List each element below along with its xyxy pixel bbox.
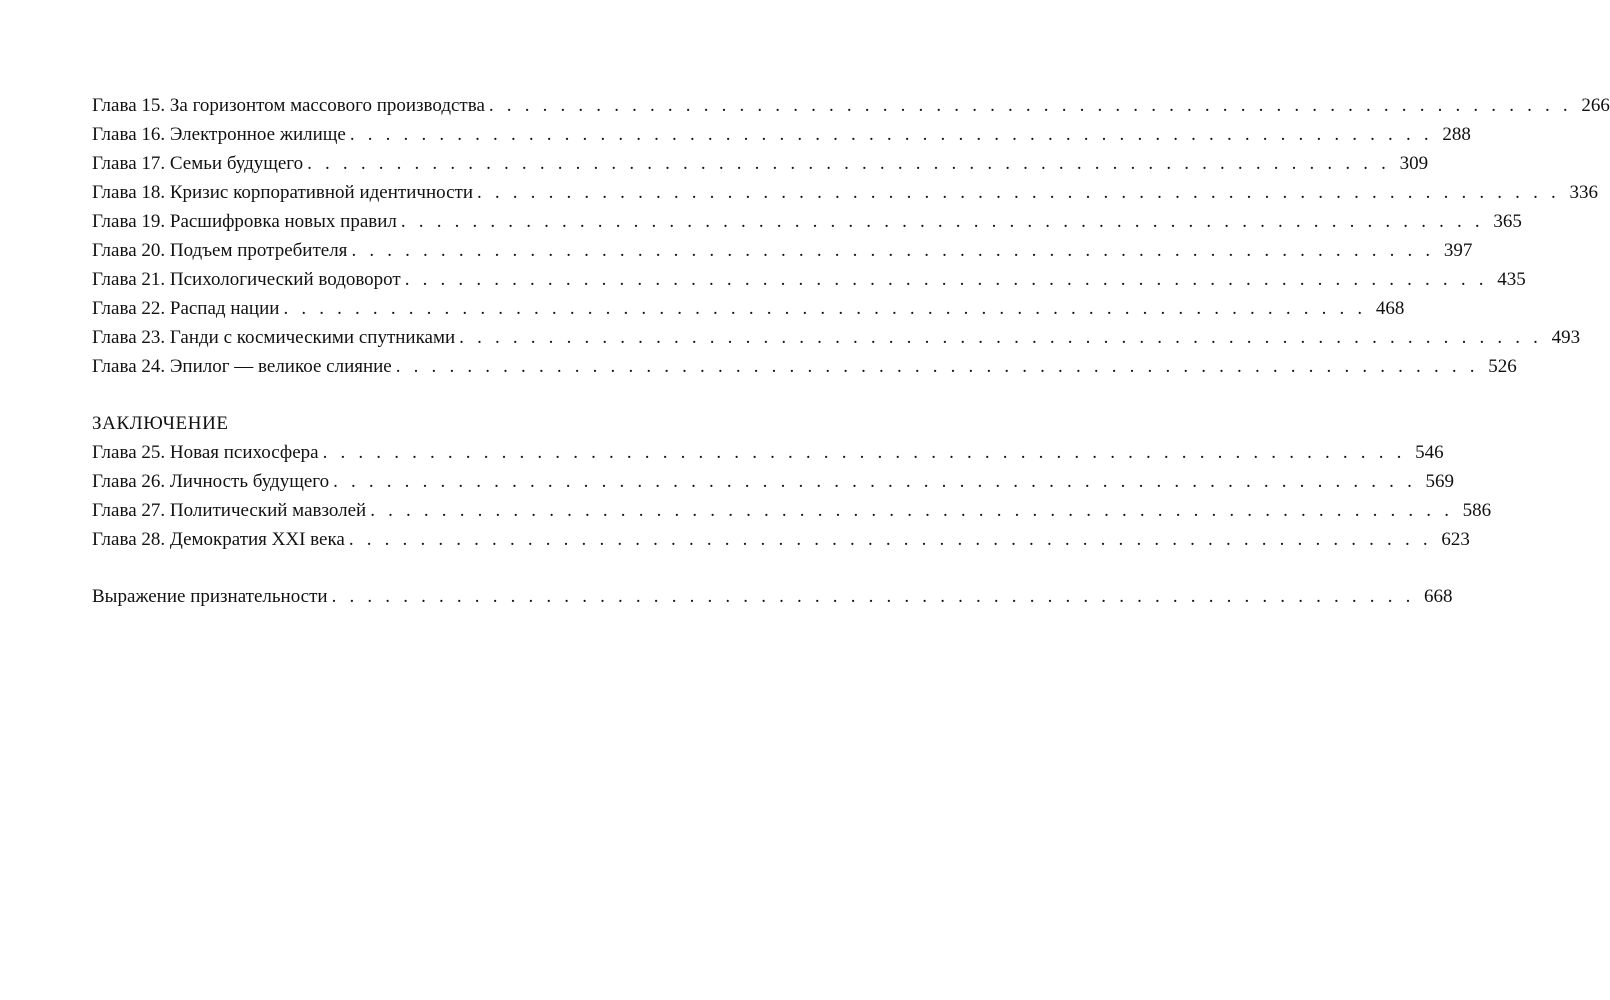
- toc-entry-title: Глава 15. За горизонтом массового производства: [92, 95, 485, 116]
- toc-group-1: [92, 91, 1610, 381]
- toc-entry-page: 288: [1442, 124, 1471, 145]
- toc-entry: [92, 149, 1429, 178]
- toc-entry-title: Глава 19. Расшифровка новых правил: [92, 211, 397, 232]
- toc-entry-page: 493: [1551, 327, 1581, 348]
- toc-entry-title: Глава 17. Семьи будущего: [92, 153, 304, 174]
- toc-leader-dots: . . . . . . . . . . . . . . . . . . . . . . . . . . . . . . . . . . . . . . . . . . . . . . . . . . . . . . . . . . . . .: [476, 182, 1560, 203]
- toc-entry-title: Глава 23. Ганди с космическими спутниками: [92, 327, 456, 348]
- toc-entry-title: Глава 20. Подъем протребителя: [92, 240, 348, 261]
- toc-entry: [92, 294, 1405, 323]
- toc-entry: [92, 178, 1598, 207]
- toc-leader-dots: . . . . . . . . . . . . . . . . . . . . . . . . . . . . . . . . . . . . . . . . . . . . . . . . . . . . . . . . . . . . .: [400, 211, 1484, 232]
- toc-entry: [92, 352, 1517, 381]
- toc-entry-page: 623: [1441, 529, 1470, 550]
- toc-leader-dots: . . . . . . . . . . . . . . . . . . . . . . . . . . . . . . . . . . . . . . . . . . . . . . . . . . . . . . . . . . . . .: [307, 153, 1391, 174]
- toc-entry-page: 526: [1488, 356, 1517, 377]
- toc-entry: [92, 323, 1581, 352]
- toc-leader-dots: . . . . . . . . . . . . . . . . . . . . . . . . . . . . . . . . . . . . . . . . . . . . . . . . . . . . . . . . . . . . .: [459, 327, 1543, 348]
- toc-entry-title: Глава 26. Личность будущего: [92, 471, 330, 492]
- toc-entry-page: 266: [1581, 95, 1610, 116]
- toc-entry-acknowledgements: [92, 582, 1453, 611]
- toc-entry-title: Выражение признательности: [92, 586, 328, 607]
- toc-leader-dots: . . . . . . . . . . . . . . . . . . . . . . . . . . . . . . . . . . . . . . . . . . . . . . . . . . . . . . . . . . . . .: [348, 529, 1432, 550]
- toc-leader-dots: . . . . . . . . . . . . . . . . . . . . . . . . . . . . . . . . . . . . . . . . . . . . . . . . . . . . . . . . . . . . .: [351, 240, 1435, 261]
- toc-entry-page: 569: [1425, 471, 1455, 492]
- toc-entry-title: Глава 27. Политический мавзолей: [92, 500, 367, 521]
- toc-entry: [92, 91, 1610, 120]
- toc-entry-title: Глава 18. Кризис корпоративной идентичности: [92, 182, 473, 203]
- section-heading-conclusion: ЗАКЛЮЧЕНИЕ: [92, 413, 229, 434]
- toc-leader-dots: . . . . . . . . . . . . . . . . . . . . . . . . . . . . . . . . . . . . . . . . . . . . . . . . . . . . . . . . . . . . .: [404, 269, 1488, 290]
- toc-entry-title: Глава 22. Распад нации: [92, 298, 280, 319]
- table-of-contents: [92, 91, 1610, 611]
- toc-leader-dots: . . . . . . . . . . . . . . . . . . . . . . . . . . . . . . . . . . . . . . . . . . . . . . . . . . . . . . . . . . . . .: [331, 586, 1415, 607]
- toc-leader-dots: . . . . . . . . . . . . . . . . . . . . . . . . . . . . . . . . . . . . . . . . . . . . . . . . . . . . . . . . . . . . .: [333, 471, 1417, 492]
- toc-leader-dots: . . . . . . . . . . . . . . . . . . . . . . . . . . . . . . . . . . . . . . . . . . . . . . . . . . . . . . . . . . . . .: [283, 298, 1367, 319]
- toc-entry: [92, 207, 1522, 236]
- toc-entry: [92, 120, 1471, 149]
- toc-entry: [92, 265, 1526, 294]
- toc-leader-dots: . . . . . . . . . . . . . . . . . . . . . . . . . . . . . . . . . . . . . . . . . . . . . . . . . . . . . . . . . . . . .: [349, 124, 1433, 145]
- toc-entry-page: 336: [1569, 182, 1598, 203]
- toc-entry: [92, 525, 1470, 554]
- toc-entry-page: 397: [1443, 240, 1473, 261]
- toc-entry-page: 668: [1424, 586, 1453, 607]
- toc-entry-page: 468: [1375, 298, 1405, 319]
- toc-entry: [92, 467, 1455, 496]
- toc-entry-page: 586: [1462, 500, 1492, 521]
- toc-leader-dots: . . . . . . . . . . . . . . . . . . . . . . . . . . . . . . . . . . . . . . . . . . . . . . . . . . . . . . . . . . . . .: [370, 500, 1454, 521]
- toc-entry-title: Глава 28. Демократия XXI века: [92, 529, 345, 550]
- toc-entry: [92, 236, 1473, 265]
- toc-entry-page: 546: [1415, 442, 1444, 463]
- toc-leader-dots: . . . . . . . . . . . . . . . . . . . . . . . . . . . . . . . . . . . . . . . . . . . . . . . . . . . . . . . . . . . . .: [395, 356, 1479, 377]
- toc-leader-dots: . . . . . . . . . . . . . . . . . . . . . . . . . . . . . . . . . . . . . . . . . . . . . . . . . . . . . . . . . . . . .: [322, 442, 1406, 463]
- toc-entry-page: 435: [1497, 269, 1526, 290]
- toc-group-conclusion: [92, 438, 1492, 554]
- toc-entry-page: 309: [1399, 153, 1429, 174]
- toc-entry: [92, 496, 1492, 525]
- toc-entry: [92, 438, 1444, 467]
- toc-entry-page: 365: [1493, 211, 1522, 232]
- toc-entry-title: Глава 24. Эпилог — великое слияние: [92, 356, 392, 377]
- toc-entry-title: Глава 25. Новая психосфера: [92, 442, 319, 463]
- toc-entry-title: Глава 21. Психологический водоворот: [92, 269, 401, 290]
- toc-entry-title: Глава 16. Электронное жилище: [92, 124, 346, 145]
- toc-leader-dots: . . . . . . . . . . . . . . . . . . . . . . . . . . . . . . . . . . . . . . . . . . . . . . . . . . . . . . . . . . . . .: [488, 95, 1572, 116]
